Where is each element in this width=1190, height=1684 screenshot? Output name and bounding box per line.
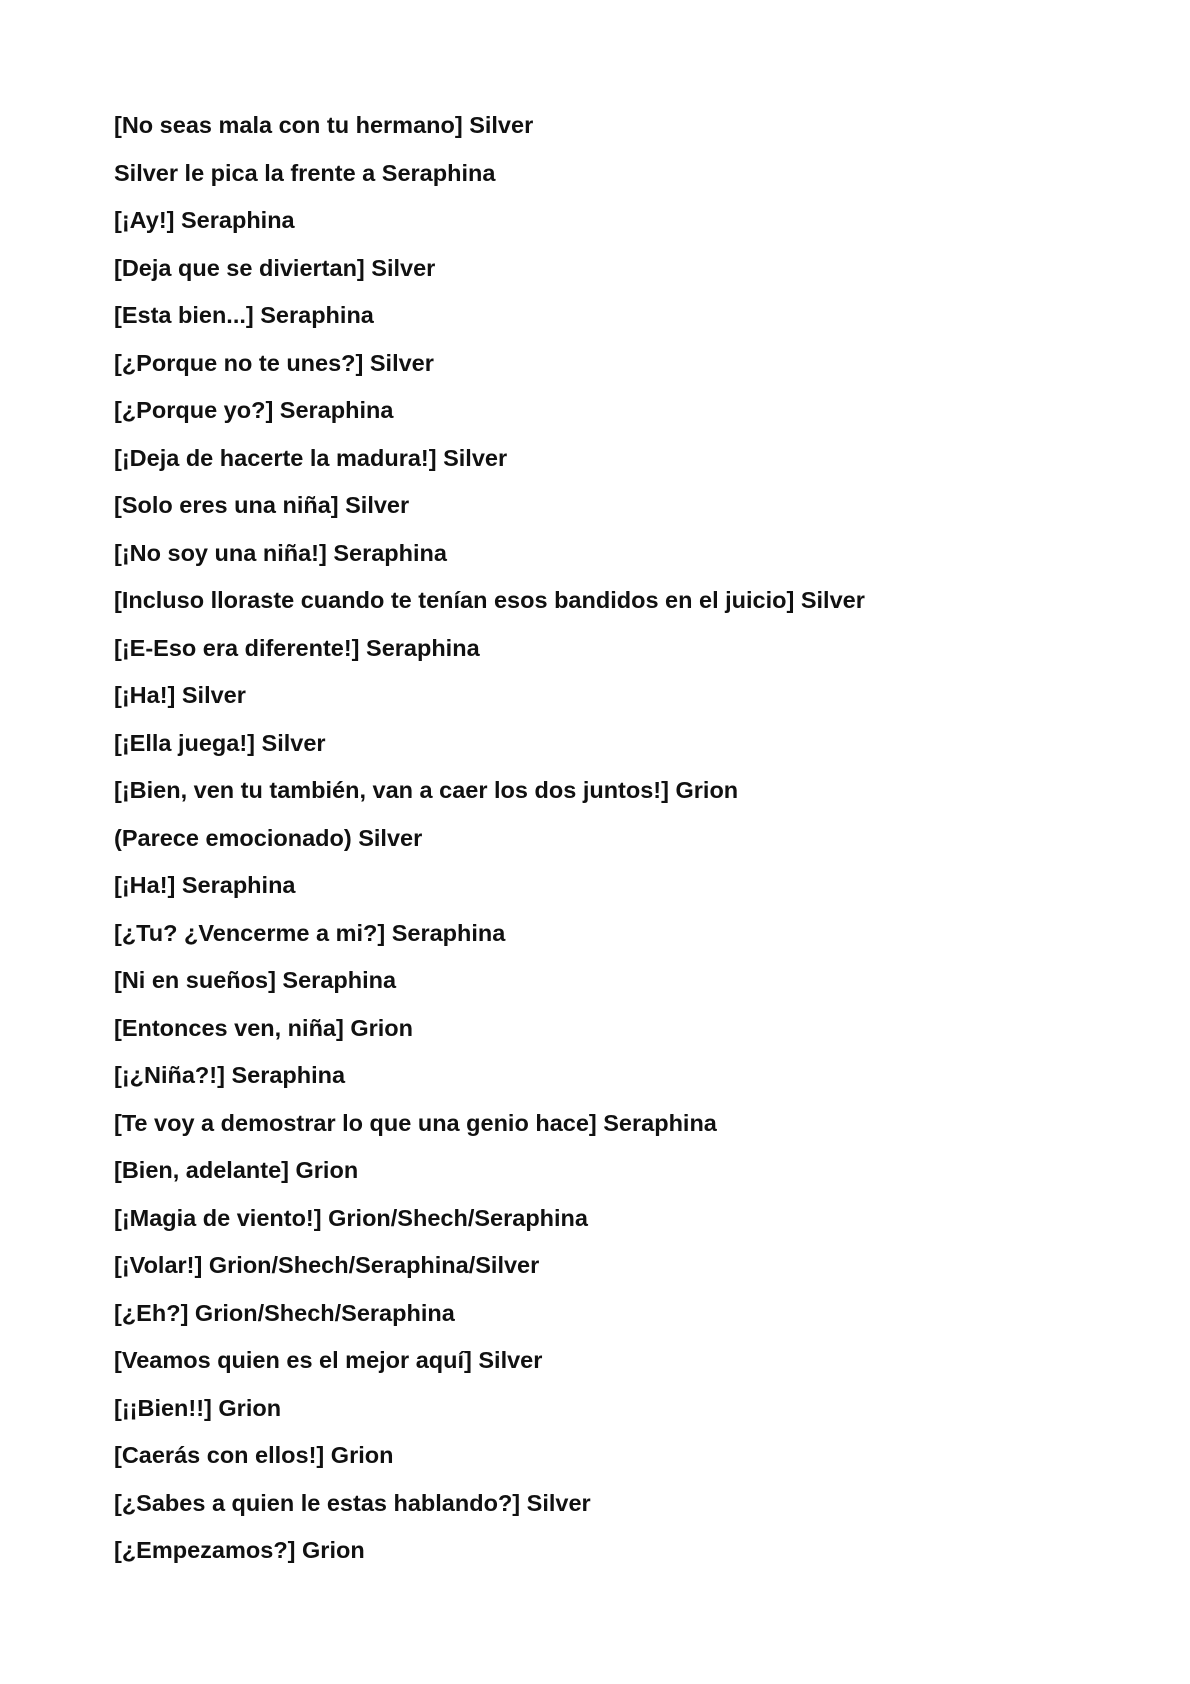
dialogue-line: [¡Ella juega!] Silver bbox=[114, 729, 326, 756]
dialogue-line: [Deja que se diviertan] Silver bbox=[114, 254, 436, 281]
dialogue-line: [Bien, adelante] Grion bbox=[114, 1157, 359, 1183]
dialogue-line: [Entonces ven, niña] Grion bbox=[114, 1014, 414, 1041]
dialogue-line: [¡Ha!] Seraphina bbox=[114, 872, 296, 898]
dialogue-line: [¡¡Bien!!] Grion bbox=[114, 1394, 282, 1421]
dialogue-line: [¡E-Eso era diferente!] Seraphina bbox=[114, 634, 480, 661]
dialogue-line: [Te voy a demostrar lo que una genio hace] Seraphina bbox=[114, 1109, 717, 1136]
dialogue-line: [¿Tu? ¿Vencerme a mi?] Seraphina bbox=[114, 919, 506, 946]
dialogue-line: [Veamos quien es el mejor aquí] Silver bbox=[114, 1347, 543, 1373]
dialogue-line: [¡No soy una niña!] Seraphina bbox=[114, 539, 447, 566]
dialogue-line: [¡Bien, ven tu también, van a caer los dos juntos!] Grion bbox=[114, 777, 739, 803]
dialogue-line: [Incluso lloraste cuando te tenían esos bandidos en el juicio] Silver bbox=[114, 587, 865, 613]
dialogue-line: [¿Porque yo?] Seraphina bbox=[114, 397, 394, 423]
dialogue-line: [¿Sabes a quien le estas hablando?] Silver bbox=[114, 1489, 591, 1516]
dialogue-line: (Parece emocionado) Silver bbox=[114, 824, 423, 851]
dialogue-line: [Solo eres una niña] Silver bbox=[114, 492, 410, 518]
dialogue-line: Silver le pica la frente a Seraphina bbox=[114, 159, 496, 186]
dialogue-line: [¿Porque no te unes?] Silver bbox=[114, 349, 434, 376]
dialogue-line: [Ni en sueños] Seraphina bbox=[114, 967, 397, 993]
dialogue-line: [¡Ay!] Seraphina bbox=[114, 207, 295, 233]
dialogue-line: [Esta bien...] Seraphina bbox=[114, 302, 374, 328]
dialogue-line: [¿Empezamos?] Grion bbox=[114, 1537, 365, 1563]
dialogue-line: [¿Eh?] Grion/Shech/Seraphina bbox=[114, 1299, 455, 1326]
dialogue-line: [Caerás con ellos!] Grion bbox=[114, 1442, 394, 1468]
dialogue-line: [¡Ha!] Silver bbox=[114, 682, 246, 708]
dialogue-line: [No seas mala con tu hermano] Silver bbox=[114, 112, 534, 138]
dialogue-lines bbox=[114, 110, 1114, 1583]
dialogue-line: [¡¿Niña?!] Seraphina bbox=[114, 1062, 346, 1088]
dialogue-line: [¡Volar!] Grion/Shech/Seraphina/Silver bbox=[114, 1252, 540, 1278]
dialogue-line: [¡Magia de viento!] Grion/Shech/Seraphina bbox=[114, 1204, 588, 1231]
dialogue-line: [¡Deja de hacerte la madura!] Silver bbox=[114, 444, 508, 471]
